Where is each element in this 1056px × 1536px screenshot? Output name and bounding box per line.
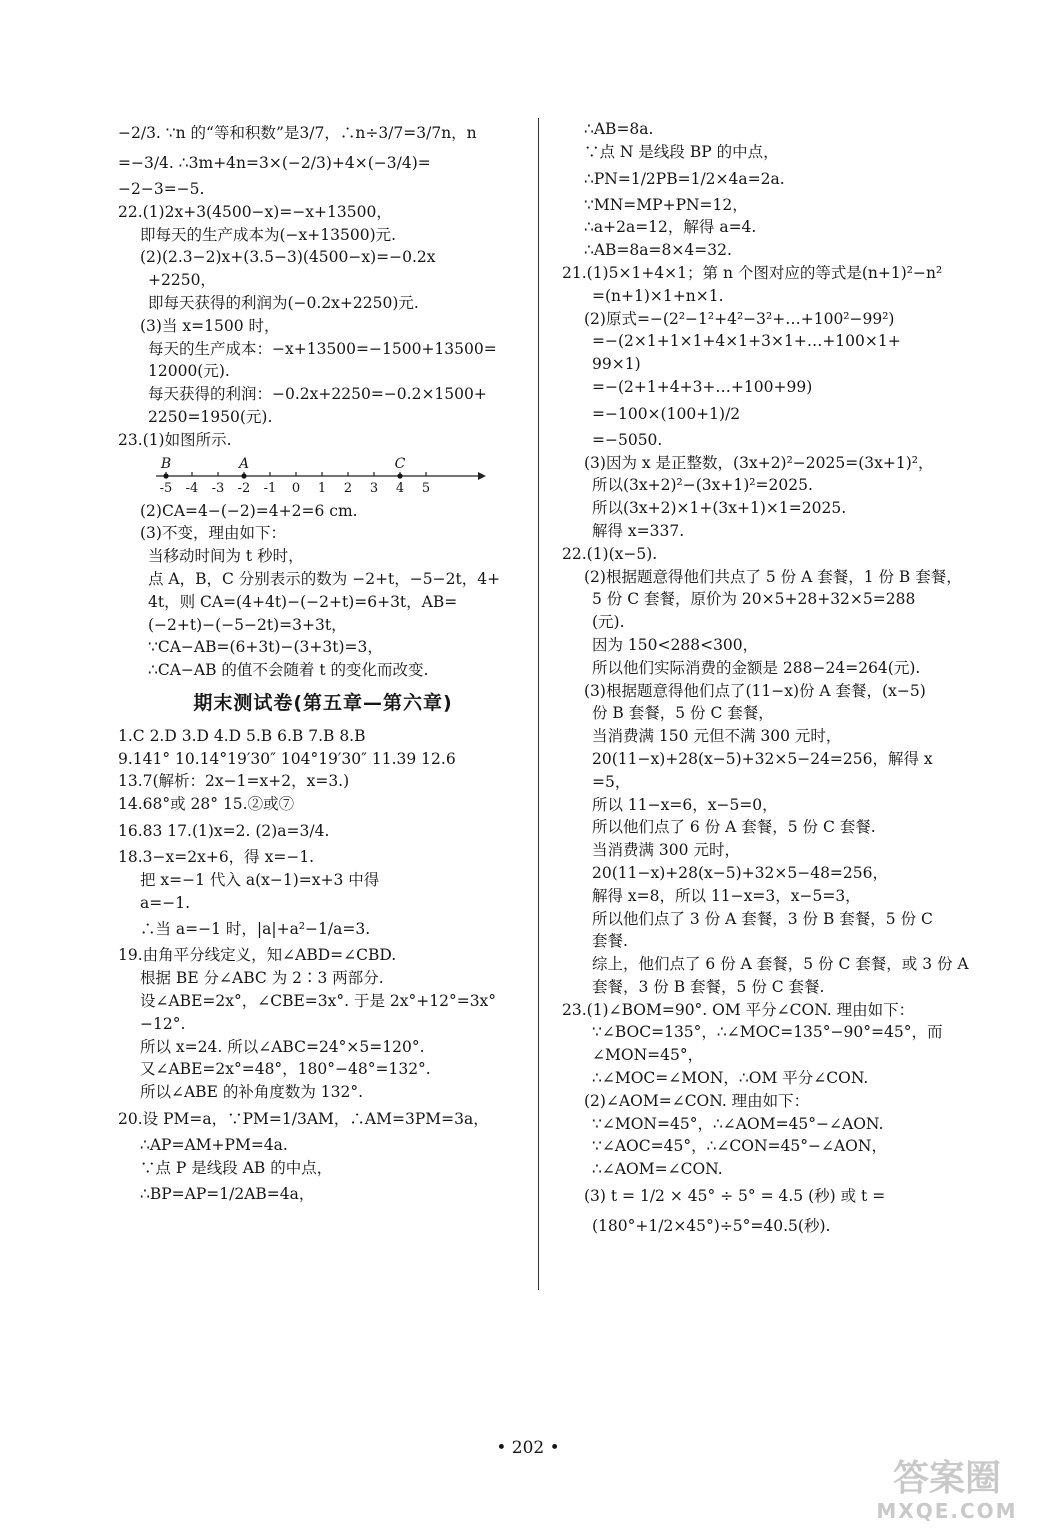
text-line: 又∠ABE=2x°=48°，180°−48°=132°.: [140, 1060, 431, 1079]
text-line: 23.(1)∠BOM=90°. OM 平分∠CON. 理由如下：: [562, 1000, 915, 1019]
tick-label: 1: [317, 480, 327, 496]
text-line: 所以(3x+2)²−(3x+1)²=2025.: [592, 476, 813, 495]
text-line: 当消费满 300 元时，: [592, 841, 740, 860]
text-line: =−(2×1+1×1+4×1+3×1+…+100×1+: [592, 332, 901, 351]
text-line: (3)根据题意得他们点了(11−x)份 A 套餐，(x−5): [584, 681, 926, 700]
text-line: =−(2+1+4+3+…+100+99): [592, 377, 813, 396]
left-column: [118, 118, 528, 1209]
text-line: (3)不变，理由如下：: [140, 524, 286, 543]
text-line: 22.(1)2x+3(4500−x)=−x+13500，: [118, 202, 392, 221]
text-line: ∠MON=45°，: [592, 1046, 704, 1065]
text-line: 20(11−x)+28(x−5)+32×5−48=256，: [592, 863, 889, 882]
text-line: =−100×(100+1)/2: [592, 404, 741, 423]
text-line: 套餐.: [592, 932, 628, 951]
point-dot: [397, 473, 402, 478]
section-title: 期末测试卷(第五章—第六章): [193, 691, 453, 714]
svg-text:MXQE.COM: MXQE.COM: [876, 1499, 1018, 1523]
text-line: 每天的生产成本：−x+13500=−1500+13500=: [148, 339, 497, 358]
text-line: 即每天的生产成本为(−x+13500)元.: [140, 225, 397, 244]
text-line: ∴CA−AB 的值不会随着 t 的变化而改变.: [148, 661, 429, 680]
text-line: 每天获得的利润：−0.2x+2250=−0.2×1500+: [148, 385, 487, 404]
text-line: =5，: [592, 772, 631, 791]
text-line: 22.(1)(x−5).: [562, 544, 658, 563]
text-line: ∵CA−AB=(6+3t)−(3+3t)=3，: [148, 638, 383, 657]
text-line: 9.141° 10.14°19′30″ 104°19′30″ 11.39 12.6: [118, 749, 456, 768]
text-line: 综上，他们点了 6 份 A 套餐，5 份 C 套餐，或 3 份 A: [592, 955, 969, 974]
text-line: 5 份 C 套餐，原价为 20×5+28+32×5=288: [592, 590, 916, 609]
text-line: 解得 x=337.: [592, 521, 685, 540]
text-line: 20(11−x)+28(x−5)+32×5−24=256，解得 x: [592, 749, 933, 768]
text-line: 所以 x=24. 所以∠ABC=24°×5=120°.: [140, 1037, 425, 1056]
left-lines-part1: [118, 118, 528, 452]
text-line: 所以(3x+2)×1+(3x+1)×1=2025.: [592, 499, 847, 518]
text-line: 19.由角平分线定义，知∠ABD=∠CBD.: [118, 946, 397, 965]
text-line: (2)原式=−(2²−1²+4²−3²+…+100²−99²): [584, 309, 895, 328]
text-line: 根据 BE 分∠ABC 为 2∶3 两部分.: [140, 969, 384, 988]
text-line: 套餐，3 份 B 套餐，5 份 C 套餐.: [592, 977, 825, 996]
text-line: (2)(2.3−2)x+(3.5−3)(4500−x)=−0.2x: [140, 248, 436, 267]
text-line: =−5050.: [592, 430, 663, 449]
text-line: (180°+1/2×45°)÷5°=40.5(秒).: [592, 1217, 831, 1236]
text-line: −12°.: [140, 1014, 186, 1033]
text-line: 所以他们实际消费的金额是 288−24=264(元).: [592, 658, 921, 677]
text-line: 即每天获得的利润为(−0.2x+2250)元.: [148, 293, 419, 312]
text-line: 把 x=−1 代入 a(x−1)=x+3 中得: [140, 870, 380, 889]
text-line: 所以 11−x=6，x−5=0，: [592, 795, 778, 814]
svg-text:答案圈: 答案圈: [892, 1458, 1002, 1499]
tick-label: 4: [395, 480, 405, 496]
tick-label: -4: [185, 480, 199, 496]
text-line: 16.83 17.(1)x=2. (2)a=3/4.: [118, 821, 330, 840]
text-line: ∵点 P 是线段 AB 的中点，: [140, 1158, 333, 1177]
page-number: • 202 •: [496, 1438, 560, 1458]
text-line: ∴BP=AP=1/2AB=4a，: [140, 1185, 315, 1204]
tick-label: -2: [237, 480, 251, 496]
tick-label: 3: [369, 480, 379, 496]
text-line: ∵点 N 是线段 BP 的中点，: [584, 142, 779, 161]
text-line: a=−1.: [140, 893, 191, 912]
number-line-figure: [156, 454, 528, 498]
text-line: 4t，则 CA=(4+4t)−(−2+t)=6+3t，AB=: [148, 592, 458, 611]
text-line: ∴AB=8a=8×4=32.: [584, 241, 732, 260]
text-line: ∵∠AOC=45°，∴∠CON=45°−∠AON，: [592, 1137, 887, 1156]
text-line: 1.C 2.D 3.D 4.D 5.B 6.B 7.B 8.B: [118, 726, 366, 745]
text-line: 所以他们点了 3 份 A 套餐，3 份 B 套餐，5 份 C: [592, 909, 933, 928]
text-line: −2−3=−5.: [118, 180, 205, 198]
text-line: 18.3−x=2x+6，得 x=−1.: [118, 847, 315, 866]
text-line: ∵∠BOC=135°，∴∠MOC=135°−90°=45°，而: [592, 1023, 943, 1042]
text-line: 23.(1)如图所示.: [118, 430, 232, 449]
text-line: 13.7(解析：2x−1=x+2，x=3.): [118, 772, 350, 791]
text-line: (3)因为 x 是正整数，(3x+2)²−2025=(3x+1)²，: [584, 453, 934, 472]
text-line: 所以∠ABE 的补角度数为 132°.: [140, 1083, 364, 1102]
arrow-icon: [478, 472, 486, 480]
column-divider: [538, 118, 539, 1290]
text-line: ∴AP=AM+PM=4a.: [140, 1135, 288, 1154]
right-column: [562, 118, 974, 1241]
left-lines-part2: [118, 500, 528, 682]
text-line: (−2+t)−(−5−2t)=3+3t，: [148, 615, 347, 634]
text-line: (元).: [592, 613, 625, 632]
text-line: 份 B 套餐，5 份 C 套餐，: [592, 704, 774, 723]
text-line: (2)CA=4−(−2)=4+2=6 cm.: [140, 501, 358, 520]
text-line: ∴AB=8a.: [584, 120, 654, 138]
text-line: 99×1): [592, 355, 641, 374]
text-line: ∵∠MON=45°，∴∠AOM=45°−∠AON.: [592, 1114, 884, 1133]
text-line: −2/3. ∵n 的“等和积数”是3/7，∴n÷3/7=3/7n，n: [118, 124, 477, 142]
text-line: (2)根据题意得他们共点了 5 份 A 套餐，1 份 B 套餐，: [584, 567, 962, 586]
point-dot: [163, 473, 168, 478]
tick-label: -3: [211, 480, 225, 496]
text-line: (2)∠AOM=∠CON. 理由如下：: [584, 1091, 810, 1110]
text-line: =(n+1)×1+n×1.: [592, 286, 724, 305]
tick-label: 5: [421, 480, 431, 496]
text-line: 14.68°或 28° 15.②或⑦: [118, 795, 295, 814]
text-line: 设∠ABE=2x°，∠CBE=3x°. 于是 2x°+12°=3x°: [140, 991, 497, 1010]
text-line: 当消费满 150 元但不满 300 元时，: [592, 727, 842, 746]
point-dot: [241, 473, 246, 478]
text-line: 12000(元).: [148, 362, 230, 381]
text-line: 所以他们点了 6 份 A 套餐，5 份 C 套餐.: [592, 818, 876, 837]
watermark-logo: [852, 1446, 1042, 1524]
left-lines-part3: [118, 725, 528, 1210]
text-line: ∴当 a=−1 时，|a|+a²−1/a=3.: [140, 920, 371, 939]
point-label: B: [160, 455, 172, 472]
text-line: (3) t = 1/2 × 45° ÷ 5° = 4.5 (秒) 或 t =: [584, 1187, 886, 1206]
text-line: +2250，: [148, 271, 216, 290]
tick-label: -5: [159, 480, 173, 496]
text-line: 20.设 PM=a，∵PM=1/3AM，∴AM=3PM=3a，: [118, 1109, 489, 1128]
text-line: ∵MN=MP+PN=12，: [584, 195, 748, 214]
number-line-svg: [156, 454, 486, 498]
text-line: 因为 150<288<300，: [592, 635, 759, 654]
text-line: =−3/4. ∴3m+4n=3×(−2/3)+4×(−3/4)=: [118, 154, 431, 172]
point-label: C: [394, 455, 406, 472]
text-line: 21.(1)5×1+4×1；第 n 个图对应的等式是(n+1)²−n²: [562, 263, 943, 282]
tick-label: 2: [343, 480, 353, 496]
text-line: (3)当 x=1500 时，: [140, 316, 280, 335]
tick-label: -1: [263, 480, 277, 496]
text-line: 点 A，B，C 分别表示的数为 −2+t，−5−2t，4+: [148, 569, 501, 588]
text-line: 解得 x=8，所以 11−x=3，x−5=3，: [592, 886, 861, 905]
tick-label: 0: [291, 480, 301, 496]
text-line: ∴PN=1/2PB=1/2×4a=2a.: [584, 169, 785, 188]
text-line: ∴a+2a=12，解得 a=4.: [584, 218, 757, 237]
text-line: ∴∠MOC=∠MON，∴OM 平分∠CON.: [592, 1069, 869, 1088]
text-line: 2250=1950(元).: [148, 407, 273, 426]
text-line: ∴∠AOM=∠CON.: [592, 1160, 723, 1179]
point-label: A: [238, 455, 250, 472]
text-line: 当移动时间为 t 秒时，: [148, 547, 304, 566]
